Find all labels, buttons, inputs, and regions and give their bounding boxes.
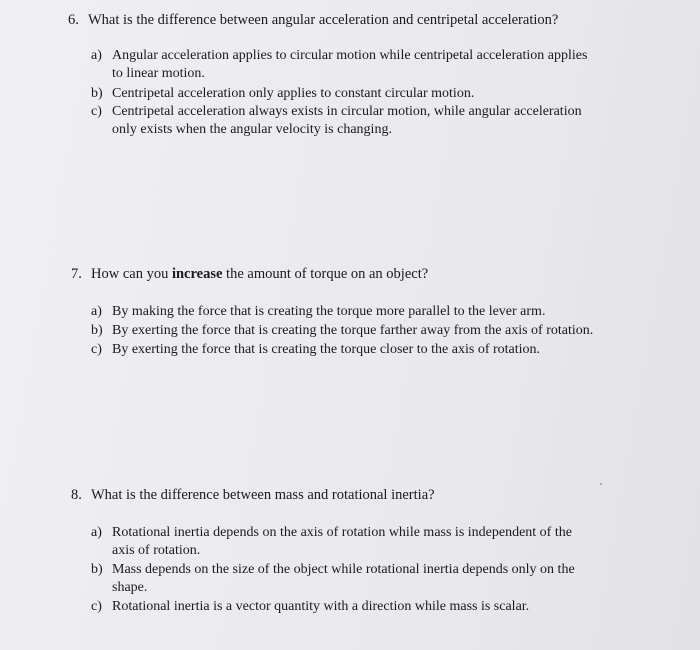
option-text xyxy=(112,85,474,103)
question-text: What is the difference between mass and rotational inertia? xyxy=(91,487,435,503)
question-number: 6. xyxy=(68,12,79,28)
option-letter: a) xyxy=(91,525,102,540)
option-text xyxy=(112,561,575,597)
option-letter: a) xyxy=(91,304,102,319)
option-text xyxy=(112,524,572,560)
option-line-1: Centripetal acceleration always exists in circular motion, while angular acceleration xyxy=(112,104,582,119)
option-letter: a) xyxy=(91,48,102,63)
question-number: 8. xyxy=(71,487,82,503)
question-text-emphasis: increase xyxy=(171,266,223,282)
question-number: 7. xyxy=(71,266,82,282)
option-text xyxy=(112,598,529,616)
option-line-1: By exerting the force that is creating the torque closer to the axis of rotation. xyxy=(112,342,541,357)
question-text-after: the amount of torque on an object? xyxy=(222,266,429,282)
option-letter: c) xyxy=(91,342,102,357)
option-letter: b) xyxy=(91,323,103,338)
option-text xyxy=(112,341,540,359)
option-letter: c) xyxy=(91,104,102,119)
option-letter: b) xyxy=(91,86,103,101)
question-text xyxy=(91,265,428,283)
option-line-2: to linear motion. xyxy=(112,66,205,81)
option-line-1: Angular acceleration applies to circular motion while centripetal acceleration applies xyxy=(112,48,588,63)
option-text xyxy=(112,322,593,340)
option-text xyxy=(112,103,582,139)
option-line-2: shape. xyxy=(112,580,148,595)
stray-mark xyxy=(600,483,602,485)
question-text: What is the difference between angular acceleration and centripetal acceleration? xyxy=(88,12,559,28)
option-text xyxy=(112,47,587,83)
option-line-1: Rotational inertia depends on the axis of rotation while mass is independent of the xyxy=(112,525,572,540)
option-line-1: By exerting the force that is creating the torque farther away from the axis of rotation. xyxy=(112,323,594,338)
option-line-1: Mass depends on the size of the object while rotational inertia depends only on the xyxy=(112,562,575,577)
option-line-1: Centripetal acceleration only applies to constant circular motion. xyxy=(112,86,475,101)
question-text-before: How can you xyxy=(91,266,172,282)
option-line-1: Rotational inertia is a vector quantity with a direction while mass is scalar. xyxy=(112,599,530,614)
option-letter: c) xyxy=(91,599,102,614)
option-letter: b) xyxy=(91,562,103,577)
option-line-2: only exists when the angular velocity is changing. xyxy=(112,122,392,137)
option-line-2: axis of rotation. xyxy=(112,543,201,558)
option-text xyxy=(112,303,545,321)
option-line-1: By making the force that is creating the torque more parallel to the lever arm. xyxy=(112,304,546,319)
